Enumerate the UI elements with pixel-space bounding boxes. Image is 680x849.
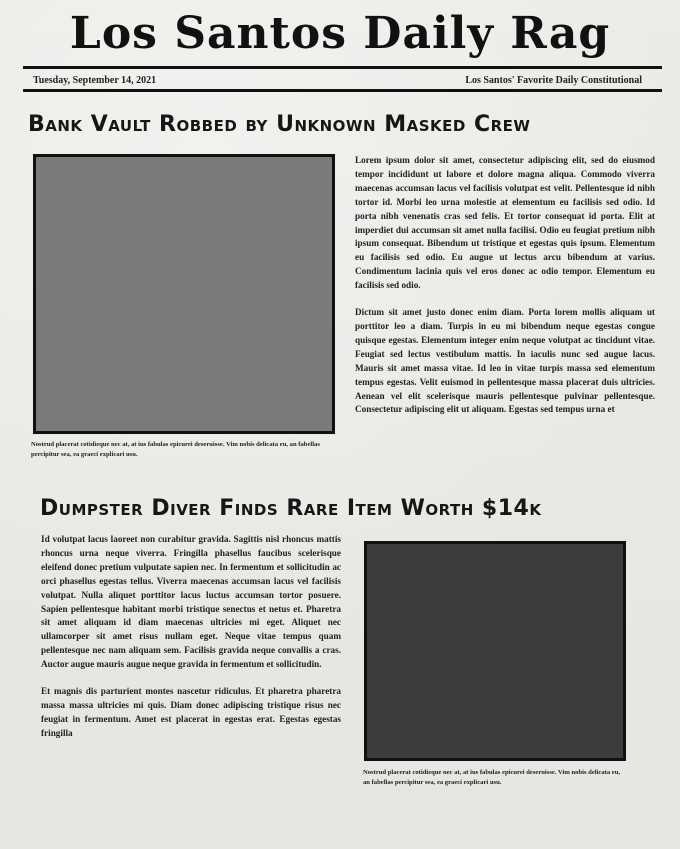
article-1-photo-placeholder	[33, 154, 335, 434]
article-1-photo-caption: Nostrud placerat cotidieque nec at, at ius fabulas epicurei deseruisse. Vim nobis delicata eu, an fabellas percipitur sea, ea graeci explicari usu.	[31, 441, 320, 458]
article-2-body	[41, 533, 341, 795]
masthead-title: Los Santos Daily Rag	[69, 8, 611, 59]
article-1-body	[355, 154, 655, 484]
article-2-paragraph: Et magnis dis parturient montes nascetur ridiculus. Et pharetra pharetra massa massa ultricies mi quis. Diam donec adipiscing tristique risus nec feugiat in fermentum. Amet est placerat in egestas erat. Egestas egestas fringilla	[41, 686, 341, 738]
article-1-paragraph: Dictum sit amet justo donec enim diam. Porta lorem mollis aliquam ut porttitor leo a diam. Turpis in eu mi bibendum neque egestas congue quisque egestas. Elementum integer enim neque volutpat ac tincidunt vitae. Feugiat sed lectus vestibulum mattis. In iaculis nunc sed augue lacus. Mauris sit amet massa vitae. Id leo in vitae turpis massa sed elementum tempus egestas. Velit euismod in pellentesque massa placerat duis ultricies. Aenean vel elit scelerisque mauris pellentesque pulvinar pellentesque. Consectetur adipiscing elit ut aliquam. Egestas sed tempus urna et	[355, 307, 655, 415]
article-2-paragraph: Id volutpat lacus laoreet non curabitur gravida. Sagittis nisl rhoncus mattis rhoncus urna neque viverra. Fringilla phasellus faucibus scelerisque eleifend donec pretium vulputate sapien nec. In fermentum et sollicitudin ac orci phasellus egestas tellus. Viverra maecenas accumsan lacus vel facilisis volutpat. Nulla aliquet porttitor lacus luctus accumsan tortor posuere. Sapien pellentesque habitant morbi tristique senectus et netus et. Pharetra sit amet aliquam id diam maecenas ultricies mi eget. Aliquet nec ullamcorper sit amet risus nullam eget. Neque vitae tempus quam pellentesque nec nam aliquam sem. Facilisis gravida neque convallis a cras. Auctor augue mauris augue neque gravida in fermentum et sollicitudin.	[41, 534, 341, 670]
article-1-headline: Bank Vault Robbed by Unknown Masked Crew	[28, 112, 531, 137]
masthead-rule-bottom	[23, 89, 662, 92]
article-2-photo-caption: Nostrud placerat cotidieque nec at, at ius fabulas epicurei deseruisse. Vim nobis delicata eu, an fabellas percipitur sea, ea graeci explicari usu.	[363, 769, 621, 786]
article-2-headline: Dumpster Diver Finds Rare Item Worth $14k	[40, 496, 542, 521]
dateline: Tuesday, September 14, 2021	[33, 75, 157, 86]
masthead-rule-top	[23, 66, 662, 69]
article-1-paragraph: Lorem ipsum dolor sit amet, consectetur adipiscing elit, sed do eiusmod tempor incididunt ut labore et dolore magna aliqua. Commodo viverra maecenas accumsan lacus vel facilisis volutpat est velit. Pellentesque id nibh tortor id. Morbi leo urna molestie at elementum eu facilisis sed odio. Id porta nibh venenatis cras sed felis. Et tortor consequat id porta. Elit at imperdiet dui accumsan sit amet nulla facilisi. Odio eu feugiat pretium nibh ipsum consequat. Bibendum ut tristique et egestas quis ipsum. Elementum eu facilisis sed odio. Eu augue ut lectus arcu bibendum at varius. Condimentum lacinia quis vel eros donec ac odio tempor. Elementum eu facilisis sed odio.	[355, 155, 655, 291]
article-2-photo-placeholder	[364, 541, 626, 761]
tagline: Los Santos' Favorite Daily Constitutional	[465, 75, 642, 86]
